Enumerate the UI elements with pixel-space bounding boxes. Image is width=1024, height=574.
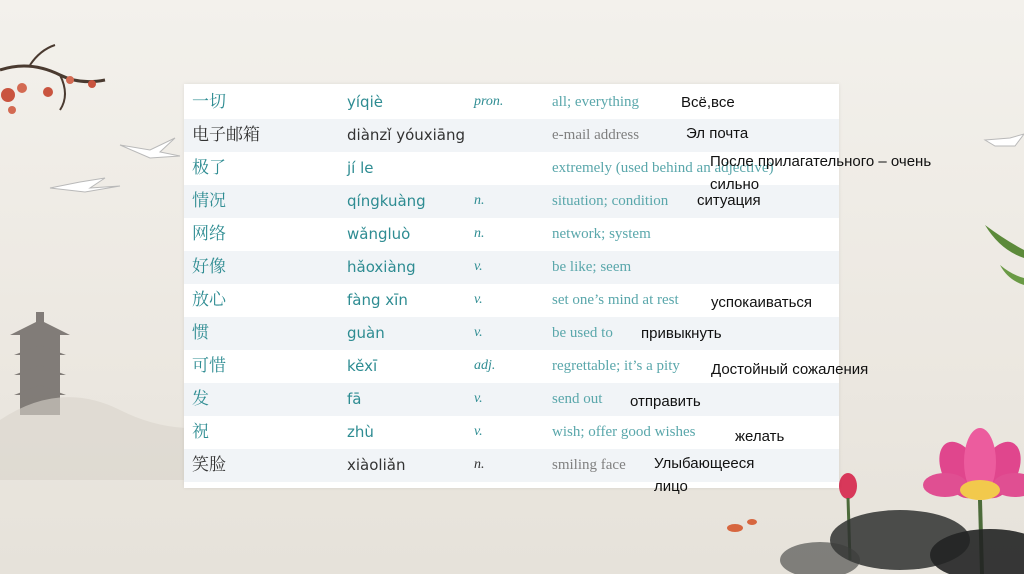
translation-note: Эл почта <box>686 125 749 142</box>
vocab-part-of-speech: v. <box>474 424 483 439</box>
vocab-meaning: e-mail address <box>552 127 640 143</box>
vocab-part-of-speech: n. <box>474 457 485 472</box>
vocab-row <box>184 317 839 350</box>
vocab-meaning: be like; seem <box>552 259 632 275</box>
translation-note: сильно <box>710 176 760 193</box>
translation-note: отправить <box>630 393 701 410</box>
vocab-row <box>184 218 839 251</box>
vocab-pinyin: yíqiè <box>347 93 383 111</box>
translation-note: лицо <box>654 478 688 495</box>
vocab-hanzi: 极了 <box>192 158 226 178</box>
vocab-hanzi: 一切 <box>192 92 226 112</box>
vocab-meaning: set one’s mind at rest <box>552 292 679 308</box>
vocab-pinyin: diànzǐ yóuxiāng <box>347 126 466 144</box>
ink-leaf-illustration <box>780 510 1024 574</box>
vocab-row <box>184 86 839 119</box>
vocab-hanzi: 情况 <box>192 191 226 211</box>
vocab-pinyin: xiàoliǎn <box>347 456 406 474</box>
translation-note: Достойный сожаления <box>711 361 869 378</box>
vocab-part-of-speech: pron. <box>474 94 504 109</box>
translation-note: Всё,все <box>681 94 735 111</box>
vocab-hanzi: 好像 <box>192 257 226 277</box>
vocab-meaning: network; system <box>552 226 651 242</box>
vocab-meaning: send out <box>552 391 603 407</box>
vocab-meaning: wish; offer good wishes <box>552 424 696 440</box>
translation-note: желать <box>735 428 785 445</box>
plum-branch-illustration <box>0 45 105 114</box>
vocab-part-of-speech: adj. <box>474 358 496 373</box>
vocab-hanzi: 可惜 <box>192 356 226 376</box>
vocab-hanzi: 网络 <box>192 224 226 244</box>
vocab-meaning: regrettable; it’s a pity <box>552 358 680 374</box>
vocab-hanzi: 惯 <box>192 323 209 343</box>
vocab-pinyin: qíngkuàng <box>347 192 426 210</box>
vocab-meaning: all; everything <box>552 94 640 110</box>
translation-note: Улыбающееся <box>654 455 755 472</box>
translation-note: ситуация <box>697 192 761 209</box>
vocab-pinyin: fā <box>347 390 362 408</box>
vocab-hanzi: 发 <box>192 389 209 409</box>
vocab-part-of-speech: v. <box>474 391 483 406</box>
translation-note: После прилагательного – очень <box>710 153 932 170</box>
vocab-hanzi: 电子邮箱 <box>192 125 260 145</box>
vocab-row <box>184 251 839 284</box>
vocab-meaning: smiling face <box>552 457 626 473</box>
vocab-hanzi: 笑脸 <box>192 455 226 475</box>
leaf-illustration <box>985 225 1024 285</box>
vocab-part-of-speech: v. <box>474 325 483 340</box>
vocab-part-of-speech: v. <box>474 292 483 307</box>
petal-illustration <box>727 519 757 532</box>
vocab-row <box>184 383 839 416</box>
vocab-pinyin: guàn <box>347 324 385 342</box>
translation-note: привыкнуть <box>641 325 722 342</box>
vocab-meaning: be used to <box>552 325 613 341</box>
translation-note: успокаиваться <box>711 294 813 311</box>
vocab-part-of-speech: n. <box>474 193 485 208</box>
vocab-pinyin: hǎoxiàng <box>347 258 416 276</box>
vocab-pinyin: wǎngluò <box>347 225 411 243</box>
vocab-part-of-speech: n. <box>474 226 485 241</box>
vocab-pinyin: kěxī <box>347 357 378 375</box>
vocab-hanzi: 祝 <box>192 422 209 442</box>
vocab-pinyin: fàng xīn <box>347 291 408 309</box>
vocab-pinyin: jí le <box>347 159 374 177</box>
vocab-meaning: situation; condition <box>552 193 669 209</box>
vocab-meaning: extremely (used behind an adjective) <box>552 160 774 176</box>
vocab-hanzi: 放心 <box>192 290 226 310</box>
vocab-part-of-speech: v. <box>474 259 483 274</box>
vocab-pinyin: zhù <box>347 423 374 441</box>
